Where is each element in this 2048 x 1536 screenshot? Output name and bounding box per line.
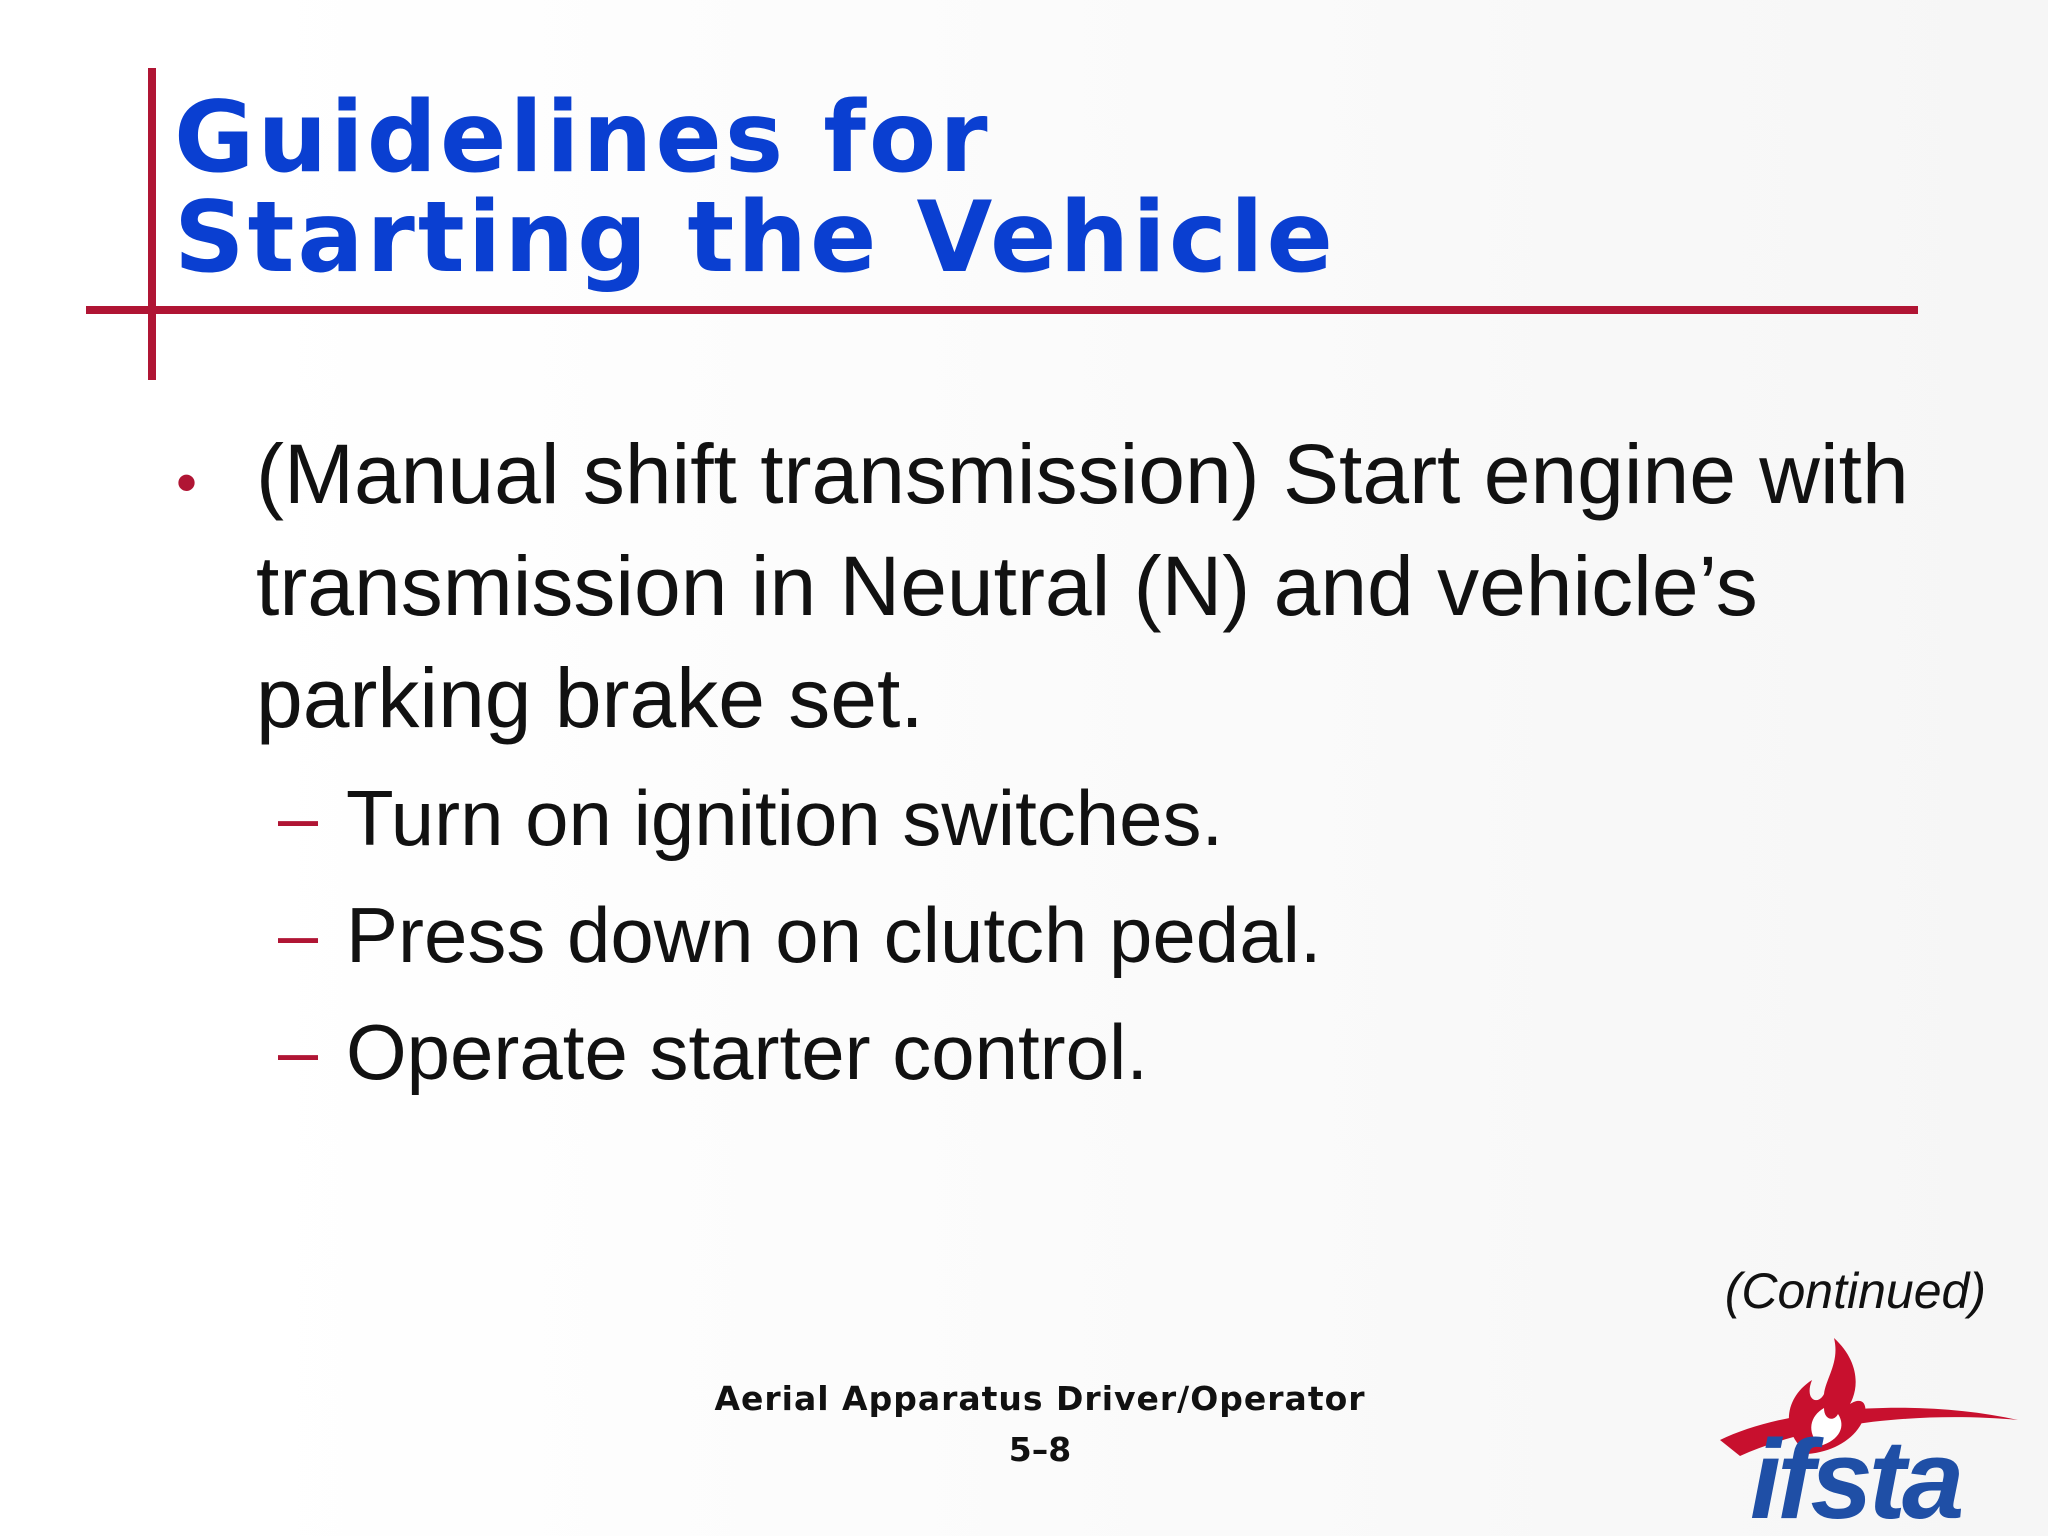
bullet-marker: • <box>176 449 198 516</box>
slide-footer <box>640 1374 1440 1476</box>
title-vertical-rule <box>148 68 156 380</box>
slide-title-line-1: Guidelines for <box>174 81 991 195</box>
continued-note: (Continued) <box>1724 1263 1986 1319</box>
logo-wordmark: ifsta <box>1750 1417 1961 1524</box>
main-bullet <box>176 418 1916 754</box>
footer-page-number: 5–8 <box>1008 1430 1072 1469</box>
main-bullet-text: (Manual shift transmission) Start engine with transmission in Neutral (N) and vehicle’s parking brake set. <box>256 427 1909 745</box>
sub-bullet-text: Turn on ignition switches. <box>346 774 1224 862</box>
dash-marker: – <box>278 778 319 858</box>
dash-marker: – <box>278 895 319 975</box>
title-horizontal-rule <box>86 306 1918 314</box>
slide-title-line-2: Starting the Vehicle <box>174 181 1337 295</box>
ifsta-flame-logo-icon <box>1700 1328 2030 1524</box>
sub-bullet-text: Operate starter control. <box>346 1008 1149 1096</box>
slide-title <box>174 81 1337 295</box>
sub-bullet-text: Press down on clutch pedal. <box>346 891 1322 979</box>
footer-course-title: Aerial Apparatus Driver/Operator <box>714 1379 1366 1418</box>
dash-marker: – <box>278 1012 319 1092</box>
